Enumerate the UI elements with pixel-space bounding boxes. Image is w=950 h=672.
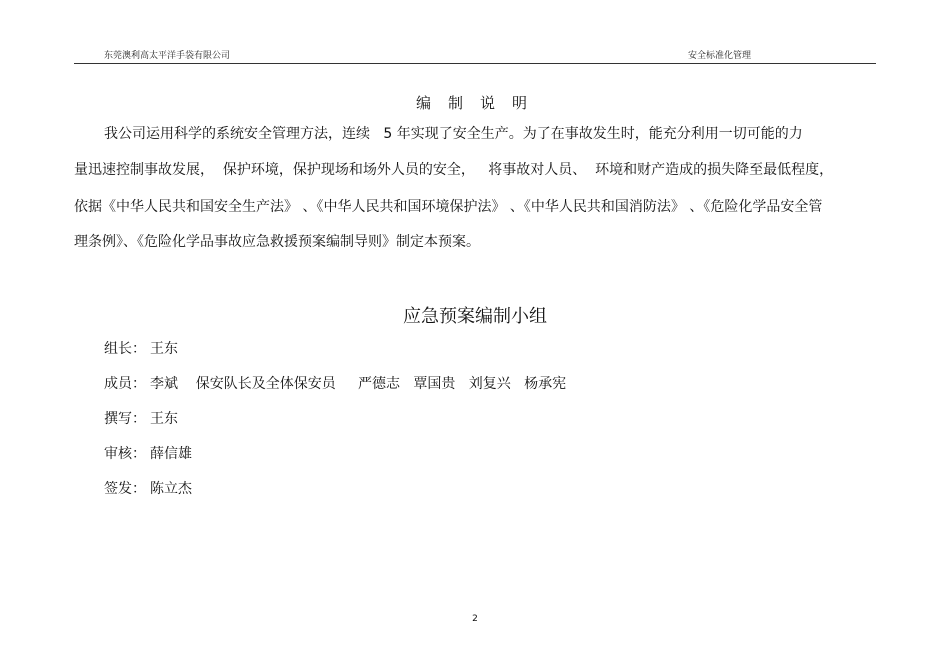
paragraph-line-2: 量迅速控制事故发展， 保护环境，保护现场和场外人员的安全， 将事故对人员、 环境和财产造成的损失降至最低程度， bbox=[74, 162, 834, 178]
leader-row bbox=[104, 339, 178, 359]
leader-label: 组长： bbox=[104, 341, 146, 357]
header-rule bbox=[74, 63, 876, 64]
reviewer-name: 薛信雄 bbox=[150, 446, 192, 462]
issuer-row bbox=[104, 479, 192, 499]
members-label: 成员： bbox=[104, 376, 146, 392]
writer-label: 撰写： bbox=[104, 411, 146, 427]
header-section: 安全标准化管理 bbox=[688, 51, 752, 61]
group-title: 应急预案编制小组 bbox=[403, 306, 547, 327]
writer-row bbox=[104, 409, 178, 429]
reviewer-label: 审核： bbox=[104, 446, 146, 462]
paragraph-line-3: 依据《中华人民共和国安全生产法》 、《中华人民共和国环境保护法》 、《中华人民共和国消防法》 、《危险化学品安全管 bbox=[74, 199, 823, 215]
paragraph-line-4: 理条例》、《危险化学品事故应急救援预案编制导则》制定本预案。 bbox=[74, 234, 480, 250]
page-number: 2 bbox=[472, 614, 478, 624]
writer-name: 王东 bbox=[150, 411, 178, 427]
header-company: 东莞澳利高太平洋手袋有限公司 bbox=[104, 51, 231, 61]
reviewer-row bbox=[104, 444, 192, 464]
leader-name: 王东 bbox=[150, 341, 178, 357]
issuer-name: 陈立杰 bbox=[150, 481, 192, 497]
issuer-label: 签发： bbox=[104, 481, 146, 497]
paragraph-line-1: 我公司运用科学的系统安全管理方法，连续 5 年实现了安全生产。为了在事故发生时，能充分利用一切可能的力 bbox=[104, 126, 803, 142]
members-names: 李斌 保安队长及全体保安员 严德志 覃国贵 刘复兴 杨承宪 bbox=[150, 376, 567, 392]
members-row bbox=[104, 374, 566, 394]
document-title: 编制说明 bbox=[415, 94, 544, 112]
